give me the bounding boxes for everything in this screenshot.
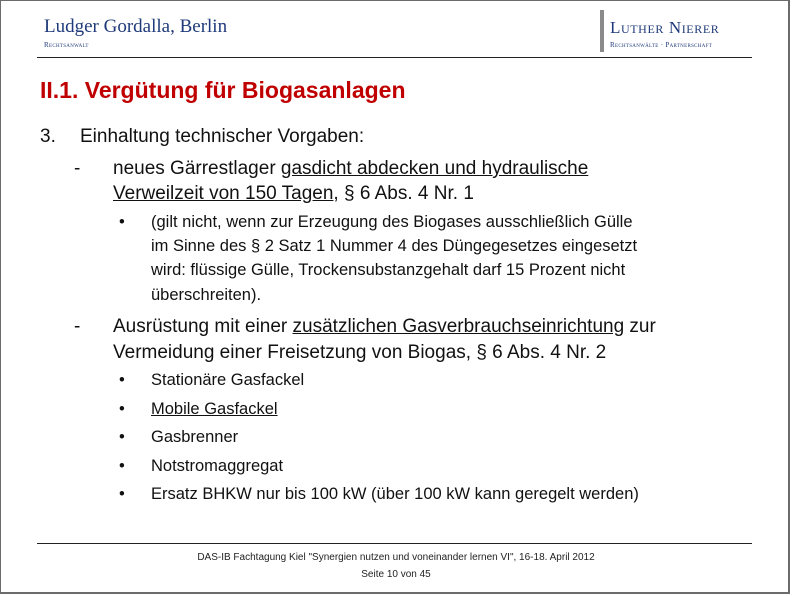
header-rule (37, 57, 752, 58)
item-text: Einhaltung technischer Vorgaben: (80, 126, 365, 147)
dash2-line2: Vermeidung einer Freisetzung von Biogas, § 6 Abs. 4 Nr. 2 (113, 342, 607, 363)
dash1-sub-line: im Sinne des § 2 Satz 1 Nummer 4 des Düngegesetzes eingesetzt (151, 237, 638, 255)
bullet-marker: • (119, 371, 125, 389)
author-name: Ludger Gordalla, Berlin (44, 16, 228, 37)
dash1-pre: neues Gärrestlager (113, 158, 281, 179)
firm-name: Luther Nierer (610, 18, 720, 37)
dash-marker: - (74, 158, 81, 179)
footer-event: DAS-IB Fachtagung Kiel "Synergien nutzen und voneinander lernen VI", 16-18. April 2012 (197, 552, 595, 563)
dash2-line1 (113, 316, 656, 338)
list-item: Ersatz BHKW nur bis 100 kW (über 100 kW kann geregelt werden) (151, 485, 639, 503)
dash-marker: - (74, 316, 81, 337)
item-number: 3. (40, 126, 56, 147)
dash1-line2 (113, 183, 474, 205)
list-item: Mobile Gasfackel (151, 400, 278, 418)
bullet-marker: • (119, 428, 125, 446)
dash2-underlined: zusätzlichen Gasverbrauchseinrichtung (292, 316, 625, 337)
list-item: Stationäre Gasfackel (151, 371, 305, 389)
page-number: Seite 10 von 45 (361, 569, 431, 580)
dash2-pre: Ausrüstung mit einer (113, 316, 293, 337)
list-item: Gasbrenner (151, 428, 239, 446)
dash1-sub-line: wird: flüssige Gülle, Trockensubstanzgehalt darf 15 Prozent nicht (151, 261, 626, 279)
bullet-marker: • (119, 485, 125, 503)
dash1-post: , § 6 Abs. 4 Nr. 1 (333, 183, 474, 204)
dash1-underlined-1: gasdicht abdecken und hydraulische (280, 158, 589, 179)
header-divider-bar (600, 10, 604, 52)
footer-rule (37, 543, 752, 544)
dash1-line1 (113, 158, 588, 180)
dash1-sub-line: (gilt nicht, wenn zur Erzeugung des Biogases ausschließlich Gülle (151, 213, 633, 231)
firm-subtitle: Rechtsanwälte · Partnerschaft (610, 41, 713, 49)
author-title: Rechtsanwalt (44, 41, 89, 49)
bullet-marker: • (119, 400, 125, 418)
bullet-marker: • (119, 457, 125, 475)
dash1-sub-line: überschreiten). (151, 286, 262, 304)
slide-title: II.1. Vergütung für Biogasanlagen (40, 77, 406, 103)
bullet-marker: • (119, 213, 125, 231)
dash2-post: zur (624, 316, 656, 337)
list-item: Notstromaggregat (151, 457, 284, 475)
dash1-underlined-2: Verweilzeit von 150 Tagen (113, 183, 334, 204)
